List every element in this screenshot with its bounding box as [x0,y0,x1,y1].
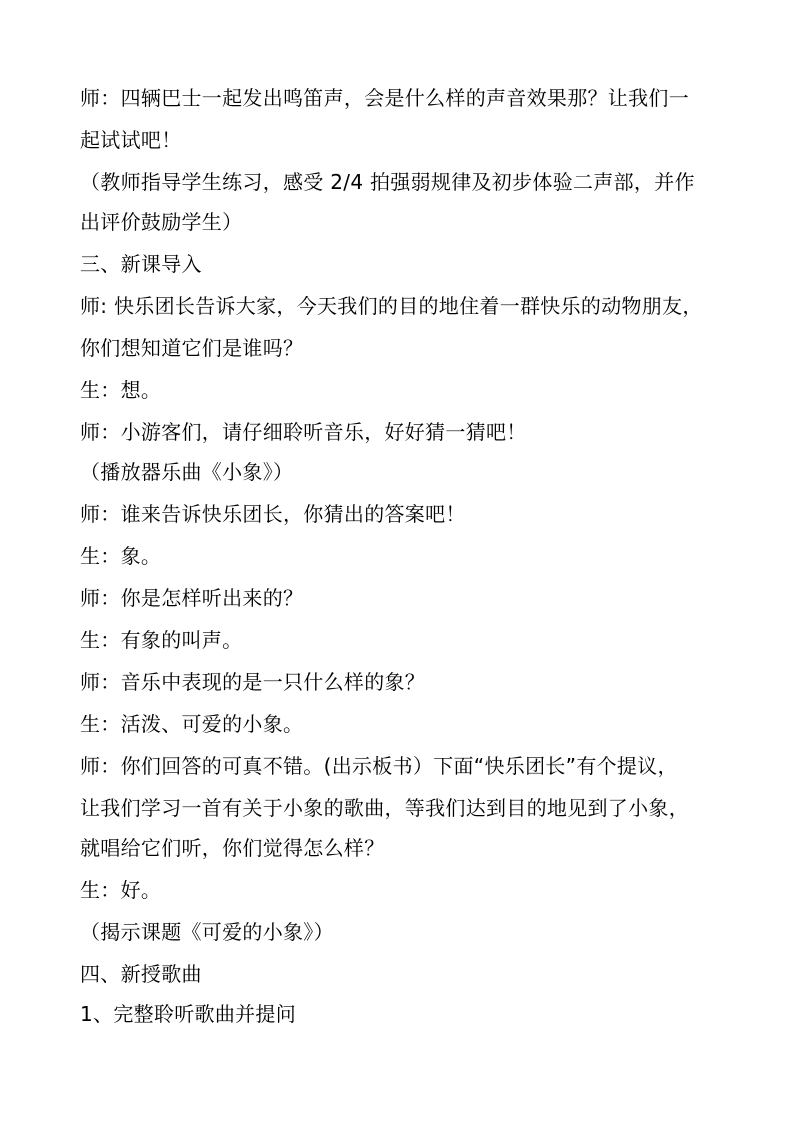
dialogue-line-teacher: 师：谁来告诉快乐团长，你猜出的答案吧！ [80,502,466,526]
subsection-heading: 1、完整聆听歌曲并提问 [80,1002,297,1026]
dialogue-line-teacher: 师：你是怎样听出来的？ [80,586,304,610]
dialogue-line-teacher: 师: 快乐团长告诉大家，今天我们的目的地住着一群快乐的动物朋友， [80,294,703,318]
dialogue-line-student: 生：好。 [80,878,162,902]
stage-direction-line: （教师指导学生练习，感受 2/4 拍强弱规律及初步体验二声部，并作 [80,170,695,194]
dialogue-line-continuation: 你们想知道它们是谁吗？ [80,336,304,360]
section-heading: 三、新课导入 [80,252,202,276]
dialogue-line-continuation: 就唱给它们听，你们觉得怎么样？ [80,836,385,860]
dialogue-line-student: 生：活泼、可爱的小象。 [80,712,304,736]
dialogue-line-student: 生：象。 [80,544,162,568]
dialogue-line-teacher: 师：音乐中表现的是一只什么样的象？ [80,670,426,694]
dialogue-line-teacher: 师：四辆巴士一起发出鸣笛声，会是什么样的声音效果那？让我们一 [80,86,689,110]
stage-direction-line: （播放器乐曲《小象》） [80,460,294,484]
stage-direction-continuation: 出评价鼓励学生） [80,210,243,234]
dialogue-line-student: 生：想。 [80,378,162,402]
stage-direction-line: （揭示课题《可爱的小象》） [80,920,334,944]
section-heading: 四、新授歌曲 [80,962,202,986]
dialogue-line-teacher: 师：小游客们，请仔细聆听音乐，好好猜一猜吧！ [80,420,527,444]
dialogue-line-continuation: 起试试吧！ [80,128,182,152]
dialogue-line-continuation: 让我们学习一首有关于小象的歌曲，等我们达到目的地见到了小象， [80,796,689,820]
dialogue-line-teacher: 师：你们回答的可真不错。(出示板书）下面“快乐团长”有个提议， [80,754,678,778]
dialogue-line-student: 生：有象的叫声。 [80,628,243,652]
